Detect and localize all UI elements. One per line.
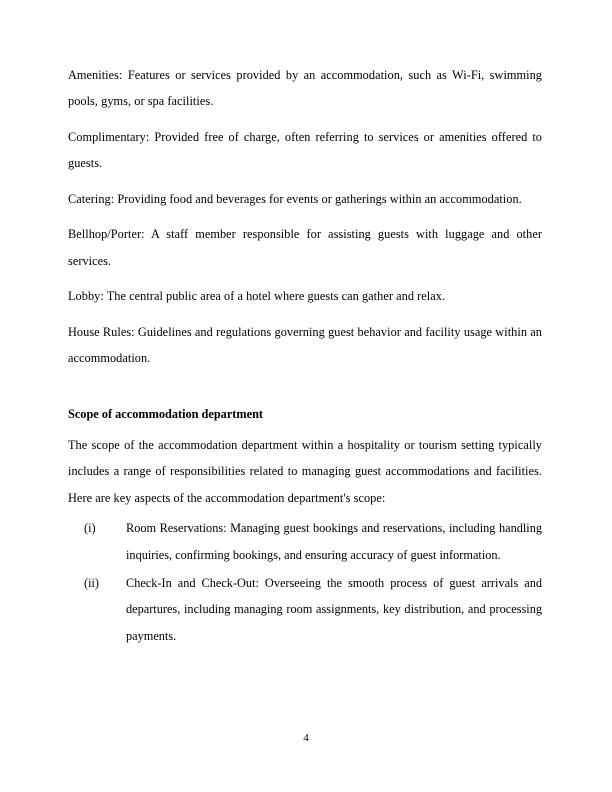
list-item-text: Check-In and Check-Out: Overseeing the smooth process of guest arrivals and departures, including managing room assignments, key distribution, and processing payments.	[126, 576, 542, 643]
page-number: 4	[303, 732, 309, 744]
glossary-paragraph: Complimentary: Provided free of charge, often referring to services or amenities offered to guests.	[68, 129, 542, 171]
list-item-marker: (ii)	[84, 576, 100, 590]
list-item-text: Room Reservations: Managing guest bookings and reservations, including handling inquiries, confirming bookings, and ensuring accuracy of guest information.	[126, 521, 542, 562]
section-intro-paragraph: The scope of the accommodation department within a hospitality or tourism setting typically includes a range of responsibilities related to managing guest accommodations and facilities. Here are key aspects of the accommodation department's scope:	[68, 437, 542, 505]
section-heading: Scope of accommodation department	[68, 407, 264, 422]
glossary-paragraph: House Rules: Guidelines and regulations governing guest behavior and facility usage within an accommodation.	[68, 324, 542, 365]
glossary-section	[68, 62, 542, 371]
list-item	[68, 515, 542, 568]
glossary-paragraph: Amenities: Features or services provided by an accommodation, such as Wi-Fi, swimming pools, gyms, or spa facilities.	[68, 68, 542, 109]
list-item	[68, 570, 542, 649]
list-item-marker: (i)	[84, 521, 96, 536]
glossary-paragraph: Lobby: The central public area of a hotel where guests can gather and relax.	[68, 289, 446, 304]
glossary-paragraph: Catering: Providing food and beverages for events or gatherings within an accommodation.	[68, 191, 522, 206]
glossary-paragraph: Bellhop/Porter: A staff member responsible for assisting guests with luggage and other services.	[68, 227, 542, 268]
scope-list	[68, 515, 542, 649]
